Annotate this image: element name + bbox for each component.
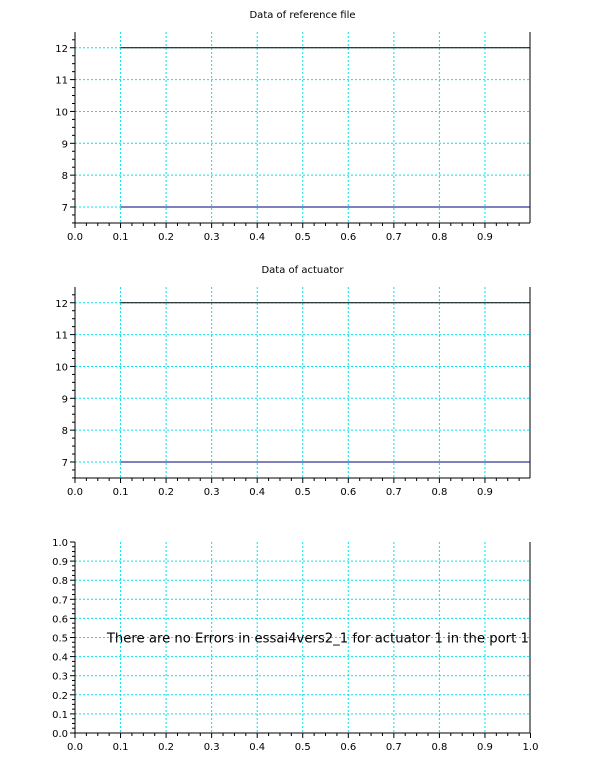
chart-title: Data of actuator xyxy=(261,265,344,276)
x-tick-label: 0.5 xyxy=(294,742,311,753)
x-tick-label: 1.0 xyxy=(522,742,539,753)
y-tick-label: 0.0 xyxy=(52,729,68,740)
y-tick-label: 10 xyxy=(55,362,68,374)
x-tick-label: 0.8 xyxy=(431,232,448,243)
x-tick-label: 0.7 xyxy=(385,232,402,243)
y-tick-label: 7 xyxy=(61,203,68,214)
x-tick-label: 0.0 xyxy=(67,487,83,498)
y-tick-label: 8 xyxy=(61,171,68,183)
x-tick-label: 0.2 xyxy=(158,487,175,498)
chart-panel-2 xyxy=(55,265,530,498)
y-tick-label: 0.3 xyxy=(52,671,68,683)
chart-panel-1 xyxy=(55,10,530,243)
chart-panel-3 xyxy=(52,538,538,753)
y-tick-label: 0.2 xyxy=(52,690,68,702)
x-tick-label: 0.4 xyxy=(249,742,266,753)
x-tick-label: 0.6 xyxy=(340,487,357,498)
x-tick-label: 0.7 xyxy=(385,742,402,753)
x-tick-label: 0.1 xyxy=(112,232,129,243)
y-tick-label: 8 xyxy=(61,426,68,438)
x-tick-label: 0.1 xyxy=(112,487,129,498)
y-tick-label: 12 xyxy=(55,43,68,55)
y-tick-label: 0.6 xyxy=(52,614,68,626)
x-tick-label: 0.3 xyxy=(203,232,220,243)
x-tick-label: 0.6 xyxy=(340,742,357,753)
y-tick-label: 11 xyxy=(55,75,68,87)
x-tick-label: 0.2 xyxy=(158,742,175,753)
x-tick-label: 0.1 xyxy=(112,742,129,753)
status-message: There are no Errors in essai4vers2_1 for actuator 1 in the port 1 xyxy=(105,631,529,647)
x-tick-label: 0.5 xyxy=(294,487,311,498)
y-tick-label: 0.9 xyxy=(52,557,68,569)
y-tick-label: 0.7 xyxy=(52,595,68,607)
y-tick-label: 0.5 xyxy=(52,633,68,645)
x-tick-label: 0.5 xyxy=(294,232,311,243)
chart-title: Data of reference file xyxy=(249,10,356,21)
x-tick-label: 0.9 xyxy=(476,487,493,498)
x-tick-label: 0.7 xyxy=(385,487,402,498)
x-tick-label: 0.6 xyxy=(340,232,357,243)
y-tick-label: 10 xyxy=(55,107,68,119)
y-tick-label: 0.4 xyxy=(52,652,68,664)
y-tick-label: 0.1 xyxy=(52,709,68,721)
x-tick-label: 0.3 xyxy=(203,742,220,753)
y-tick-label: 12 xyxy=(55,298,68,310)
x-tick-label: 0.8 xyxy=(431,742,448,753)
x-tick-label: 0.2 xyxy=(158,232,175,243)
x-tick-label: 0.0 xyxy=(67,232,83,243)
x-tick-label: 0.0 xyxy=(67,742,83,753)
x-tick-label: 0.4 xyxy=(249,487,266,498)
y-tick-label: 11 xyxy=(55,330,68,342)
y-tick-label: 1.0 xyxy=(52,538,68,549)
y-tick-label: 0.8 xyxy=(52,576,68,588)
x-tick-label: 0.9 xyxy=(476,232,493,243)
y-tick-label: 9 xyxy=(61,139,68,151)
y-tick-label: 9 xyxy=(61,394,68,406)
x-tick-label: 0.4 xyxy=(249,232,266,243)
y-tick-label: 7 xyxy=(61,458,68,469)
x-tick-label: 0.9 xyxy=(476,742,493,753)
x-tick-label: 0.3 xyxy=(203,487,220,498)
x-tick-label: 0.8 xyxy=(431,487,448,498)
